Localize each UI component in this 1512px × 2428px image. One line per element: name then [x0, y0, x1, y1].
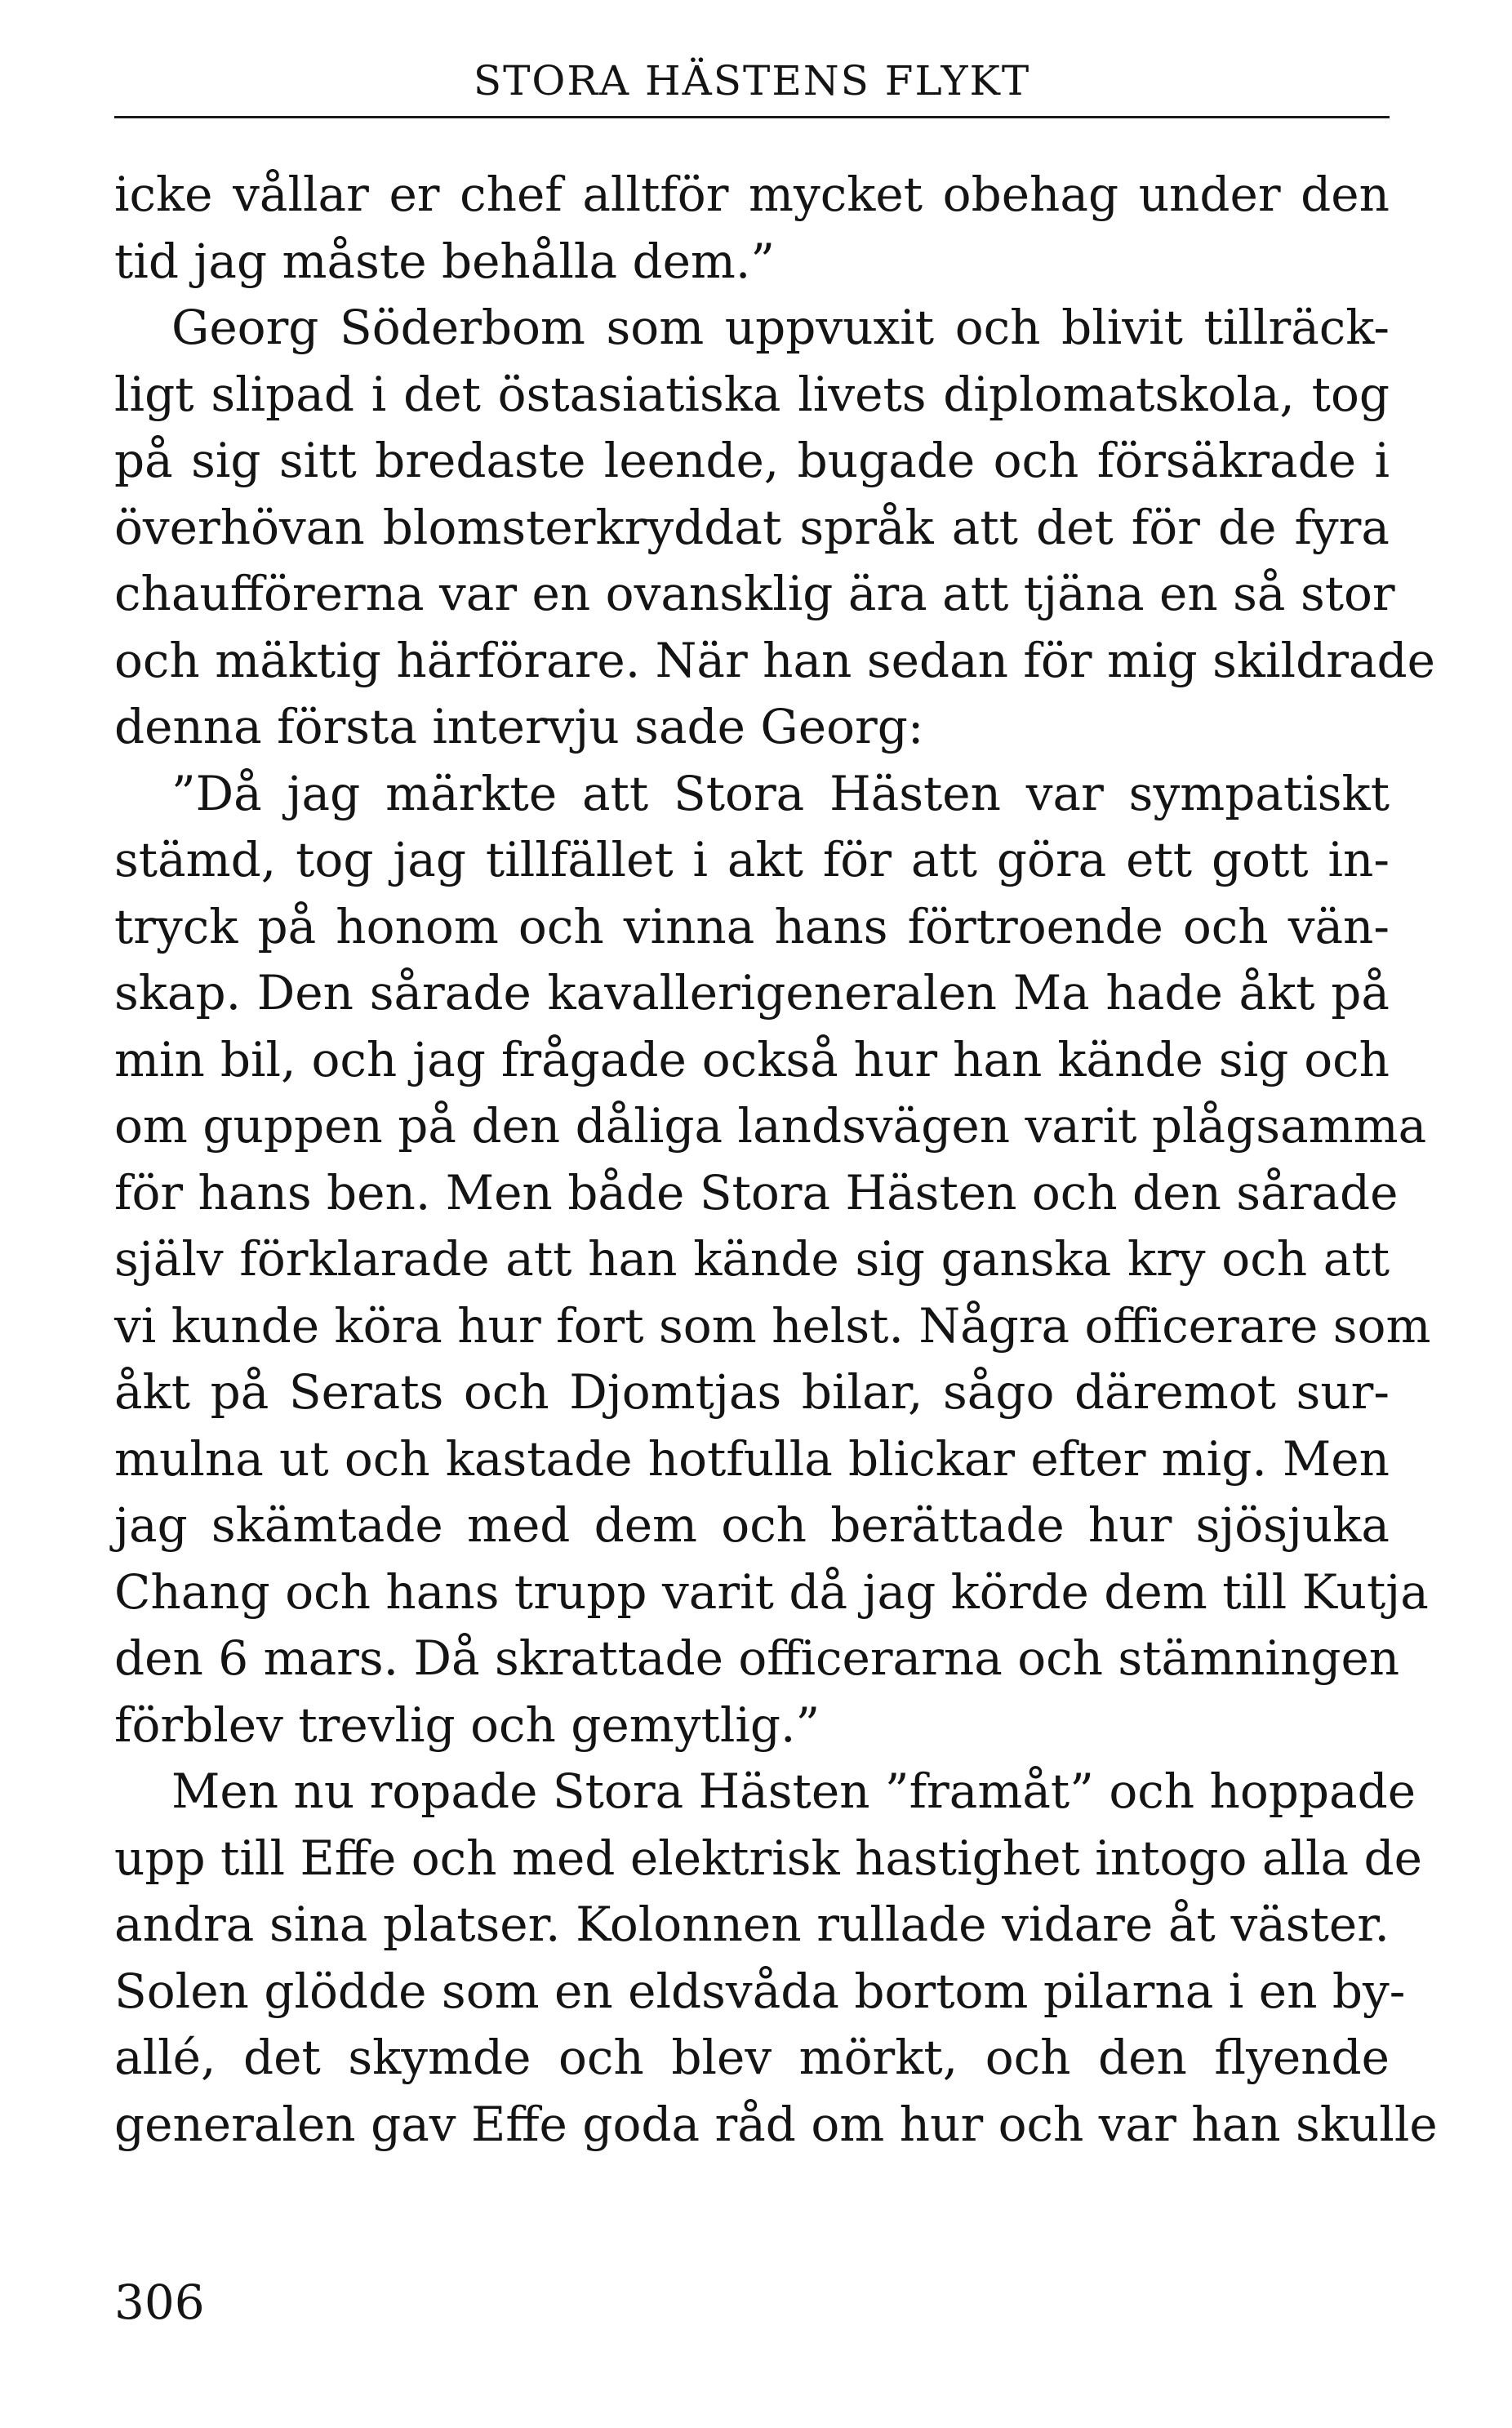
text-line: stämd, tog jag tillfället i akt för att göra ett gott in-	[114, 832, 1390, 887]
text-line: ”Då jag märkte att Stora Hästen var sympatiskt	[171, 765, 1390, 821]
paragraph	[114, 1759, 1438, 2158]
text-line: mulna ut och kastade hotfulla blickar efter mig. Men	[114, 1430, 1390, 1487]
text-line: Solen glödde som en eldsvåda bortom pilarna i en by-	[114, 1963, 1406, 2019]
text-line: icke vållar er chef alltför mycket obehag under den	[114, 167, 1390, 222]
text-line: överhövan blomsterkryddat språk att det för de fyra	[114, 499, 1390, 555]
text-line: allé, det skymde och blev mörkt, och den flyende	[114, 2030, 1390, 2085]
text-line: för hans ben. Men både Stora Hästen och den sårade	[114, 1164, 1399, 1221]
text-line: generalen gav Effe goda råd om hur och var han skulle	[114, 2096, 1438, 2152]
paragraph	[114, 162, 1390, 295]
text-line: vi kunde köra hur fort som helst. Några officerare som	[114, 1297, 1431, 1354]
text-line: Georg Söderbom som uppvuxit och blivit tillräck-	[171, 300, 1390, 355]
text-line: och mäktig härförare. När han sedan för mig skildrade	[114, 632, 1435, 688]
text-line: jag skämtade med dem och berättade hur sjösjuka	[114, 1497, 1390, 1553]
text-line: upp till Effe och med elektrisk hastighet intogo alla de	[114, 1830, 1422, 1886]
text-line: den 6 mars. Då skrattade officerarna och stämningen	[114, 1630, 1400, 1686]
text-line: förblev trevlig och gemytlig.”	[114, 1696, 820, 1753]
text-line: tid jag måste behålla dem.”	[114, 233, 775, 289]
text-line: själv förklarade att han kände sig ganska kry och att	[114, 1231, 1390, 1287]
text-line: andra sina platser. Kolonnen rullade vidare åt väster.	[114, 1897, 1390, 1952]
text-line: skap. Den sårade kavallerigeneralen Ma hade åkt på	[114, 965, 1390, 1021]
paragraph	[114, 761, 1431, 1759]
text-line: min bil, och jag frågade också hur han kände sig och	[114, 1031, 1390, 1087]
text-line: ligt slipad i det östasiatiska livets diplomatskola, tog	[114, 366, 1390, 422]
paragraph	[114, 295, 1435, 761]
text-line: om guppen på den dåliga landsvägen varit plågsamma	[114, 1098, 1427, 1154]
text-line: tryck på honom och vinna hans förtroende och vän-	[114, 898, 1390, 954]
header-rule	[114, 116, 1390, 118]
text-line: Chang och hans trupp varit då jag körde dem till Kutja	[114, 1563, 1429, 1620]
text-line: åkt på Serats och Djomtjas bilar, sågo däremot sur-	[114, 1364, 1390, 1420]
running-header: STORA HÄSTENS FLYKT	[473, 57, 1031, 105]
page-number: 306	[114, 2275, 205, 2330]
text-line: chaufförerna var en ovansklig ära att tjäna en så stor	[114, 566, 1395, 621]
body-text	[114, 162, 1438, 2158]
text-line: på sig sitt bredaste leende, bugade och försäkrade i	[114, 433, 1390, 488]
text-line: denna första intervju sade Georg:	[114, 699, 924, 754]
text-line: Men nu ropade Stora Hästen ”framåt” och hoppade	[171, 1763, 1416, 1819]
